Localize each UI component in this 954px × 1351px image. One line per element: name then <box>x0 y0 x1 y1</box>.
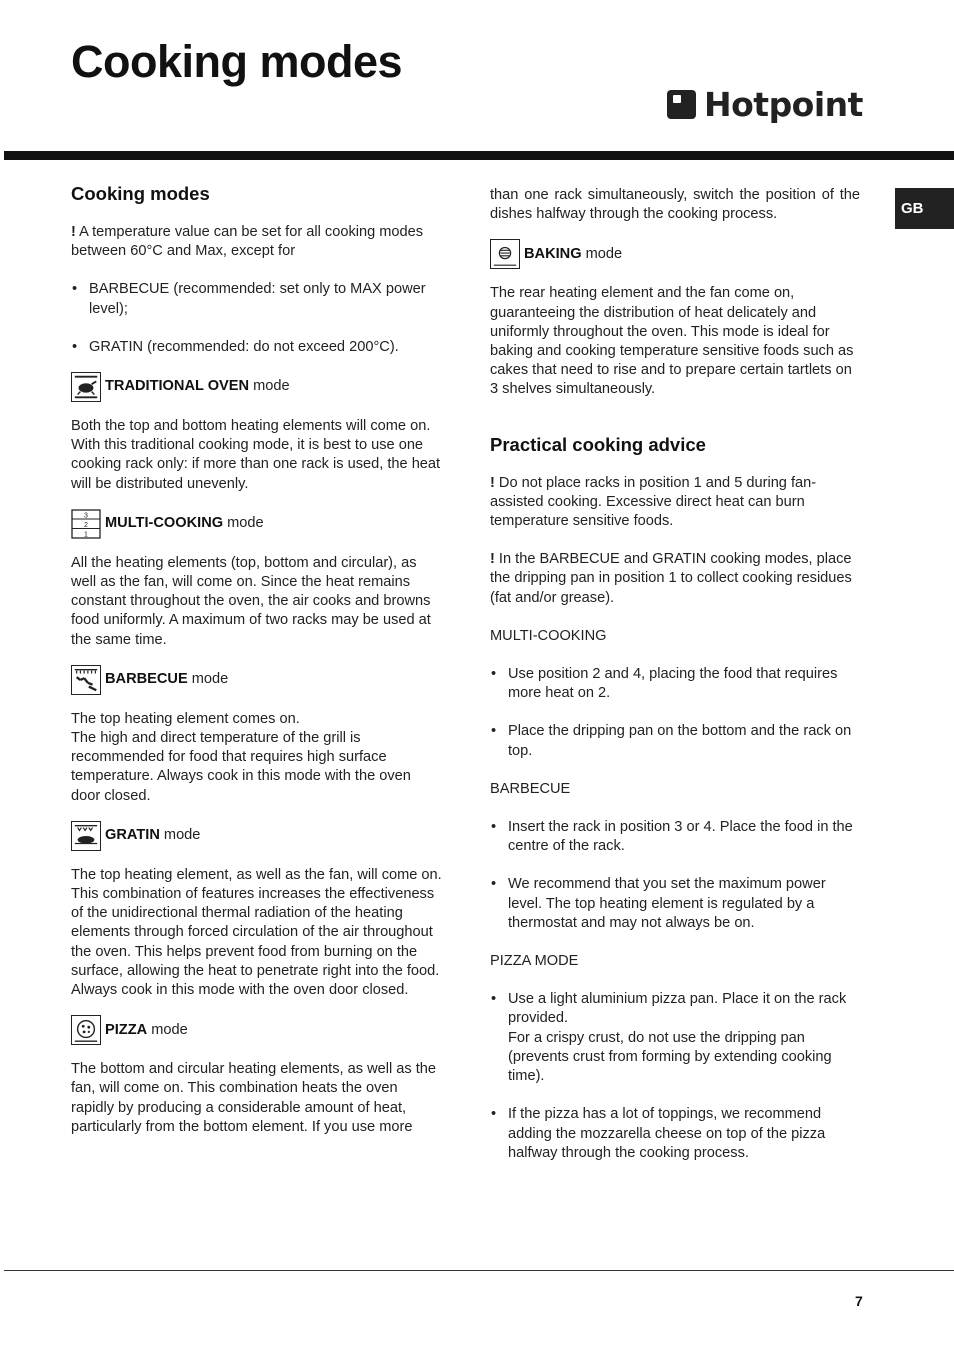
footer-divider <box>4 1270 954 1271</box>
list-item: • BARBECUE (recommended: set only to MAX power level); <box>71 280 444 318</box>
list-item: • Insert the rack in position 3 or 4. Place the food in the centre of the rack. <box>490 818 860 856</box>
traditional-oven-icon <box>71 372 101 402</box>
subsection-label-barbecue: BARBECUE <box>490 780 571 797</box>
hotpoint-logo <box>667 86 863 122</box>
warning-mark: ! <box>71 224 76 240</box>
mode-description: All the heating elements (top, bottom and circular), as well as the fan, will come on. Since the heat remains constant throughout the oven, the air cooks and browns food uniformly. A maximum of two racks may be used at the same time. <box>71 554 431 648</box>
hotpoint-logo-mark-icon <box>667 90 696 119</box>
mode-heading-gratin: GRATIN mode <box>71 820 444 852</box>
list-item: • Use position 2 and 4, placing the food that requires more heat on 2. <box>490 665 860 703</box>
rack-level-1-label: 1 <box>84 531 88 539</box>
warning-mark: ! <box>490 551 495 568</box>
rack-level-2-label: 2 <box>84 521 88 529</box>
mode-description: The rear heating element and the fan come on, guaranteeing the distribution of heat delicately and uniformly throughout the oven. This mode is ideal for baking and cooking temperature sensitive foods such as cakes that need to rise and to prepare certain tartlets on 3 shelves simultaneously. <box>490 285 854 398</box>
list-item: • GRATIN (recommended: do not exceed 200°C). <box>71 338 444 357</box>
mode-heading-multi-cooking: 3 2 1 MULTI-COOKING mode <box>71 508 444 540</box>
section-heading-practical-advice: Practical cooking advice <box>490 433 706 455</box>
mode-description: The bottom and circular heating elements, as well as the fan, will come on. This combination heats the oven rapidly by producing a considerable amount of heat, particularly from the bottom element. If you use more <box>71 1061 437 1135</box>
mode-heading-traditional-oven: TRADITIONAL OVEN mode <box>71 371 444 403</box>
warning-mark: ! <box>490 474 495 491</box>
multi-cooking-icon <box>71 509 101 539</box>
mode-heading-baking: BAKING mode <box>490 238 860 270</box>
language-tab: GB <box>895 188 954 229</box>
header-divider <box>4 151 954 160</box>
list-item: • If the pizza has a lot of toppings, we recommend adding the mozzarella cheese on top of the pizza halfway through the cooking process. <box>490 1105 860 1163</box>
page-number: 7 <box>855 1293 863 1309</box>
hotpoint-wordmark: Hotpoint <box>704 84 863 124</box>
rack-level-3-label: 3 <box>84 512 88 520</box>
list-item: • Place the dripping pan on the bottom and the rack on top. <box>490 722 860 760</box>
baking-icon <box>490 239 520 269</box>
mode-heading-pizza: PIZZA mode <box>71 1014 444 1046</box>
mode-description: Both the top and bottom heating elements will come on. With this traditional cooking mode, it is best to use one cooking rack only: if more than one rack is used, the heat will be distributed unevenly. <box>71 418 441 492</box>
subsection-label-pizza: PIZZA MODE <box>490 953 579 970</box>
section-heading-cooking-modes: Cooking modes <box>71 183 210 204</box>
advice-paragraph: ! In the BARBECUE and GRATIN cooking modes, place the dripping pan in position 1 to collect cooking residues (fat and/or grease). <box>490 551 852 606</box>
left-column <box>71 182 444 1137</box>
subsection-label-multi-cooking: MULTI-COOKING <box>490 627 607 644</box>
intro-paragraph: ! A temperature value can be set for all cooking modes between 60°C and Max, except for <box>71 224 424 260</box>
gratin-icon <box>71 821 101 851</box>
right-column <box>490 186 860 1163</box>
pizza-icon <box>71 1015 101 1045</box>
pizza-description-continued: than one rack simultaneously, switch the position of the dishes halfway through the cooking process. <box>490 187 860 223</box>
list-item: • Use a light aluminium pizza pan. Place it on the rack provided. For a crispy crust, do not use the dripping pan (prevents crust from forming by extending cooking time). <box>490 990 860 1086</box>
mode-heading-barbecue: BARBECUE mode <box>71 664 444 696</box>
mode-description: The top heating element comes on. <box>71 710 300 727</box>
advice-paragraph: ! Do not place racks in position 1 and 5 during fan-assisted cooking. Excessive direct heat can burn temperature sensitive foods. <box>490 474 817 530</box>
list-item: • We recommend that you set the maximum power level. The top heating element is regulated by a thermostat and may not always be on. <box>490 875 860 933</box>
barbecue-icon <box>71 665 101 695</box>
page-title: Cooking modes <box>71 36 403 87</box>
mode-description: The top heating element, as well as the fan, will come on. This combination of features increases the effectiveness of the unidirectional thermal radiation of the heating elements through forced circulation of the air throughout the oven. This helps prevent food from burning on the surface, allowing the heat to penetrate right into the food. Always cook in this mode with the oven door closed. <box>71 866 442 999</box>
mode-description: The high and direct temperature of the grill is recommended for food that requires high surface temperature. Always cook in this mode with the oven door closed. <box>71 730 411 804</box>
